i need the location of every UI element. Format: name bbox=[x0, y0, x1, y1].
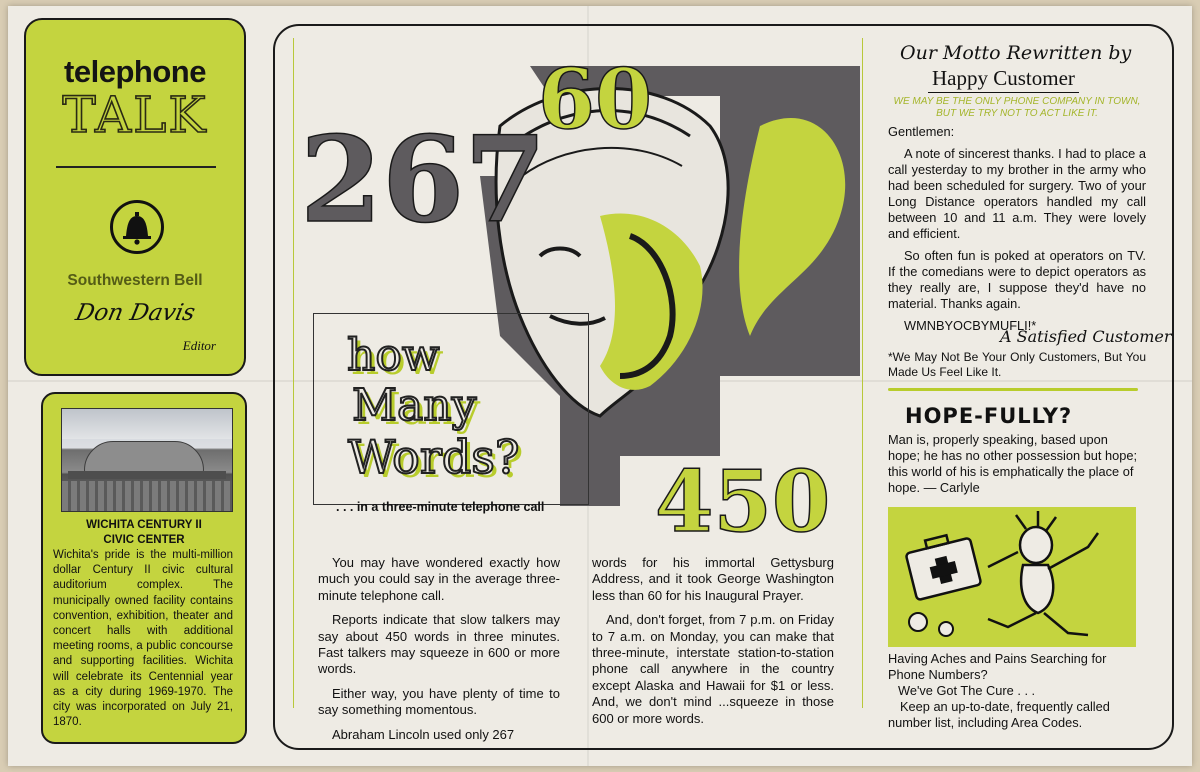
runner-body bbox=[1021, 565, 1053, 613]
motto-tagline: WE MAY BE THE ONLY PHONE COMPANY IN TOWN, BUT WE TRY NOT TO ACT LIKE IT. bbox=[893, 96, 1141, 119]
company-name: Southwestern Bell bbox=[67, 272, 203, 289]
letter-paragraph: So often fun is poked at operators on TV. If the comedians were to depict operators as they really are, I suppose they'd have no material. Thanks again. bbox=[888, 248, 1146, 311]
civic-center-photo bbox=[61, 408, 233, 512]
motto-heading-line1: Our Motto Rewritten by bbox=[900, 42, 1132, 64]
civic-center-title bbox=[43, 518, 245, 548]
letter-footnote: *We May Not Be Your Only Customers, But You Made Us Feel Like It. bbox=[888, 350, 1146, 379]
number-60: 60 bbox=[538, 52, 653, 148]
headline-line3: Words? bbox=[348, 430, 520, 484]
cure-cartoon bbox=[888, 507, 1136, 647]
col2-paragraph: And, don't forget, from 7 p.m. on Friday to 7 a.m. on Monday, you can make that three-minute, interstate station-to-station phone call anywhere in the country except Alaska and Hawaii for $1 or less. And, we don't mind ...squeeze in those 600 or more words. bbox=[592, 612, 834, 726]
col2-paragraph: words for his immortal Gettysburg Address, and it took George Washington less than 60 for his Inaugural Prayer. bbox=[592, 555, 834, 603]
article-column-1 bbox=[318, 555, 560, 751]
civic-title-line2: CIVIC CENTER bbox=[103, 534, 185, 546]
photo-sky bbox=[62, 409, 232, 439]
first-aid-kit-icon bbox=[904, 530, 982, 600]
editor-role: Editor bbox=[182, 338, 216, 353]
editor-signature: Don Davis bbox=[73, 300, 198, 326]
masthead-title-top: telephone bbox=[64, 54, 206, 89]
headline-line1: how bbox=[347, 330, 440, 381]
green-rule-left bbox=[293, 38, 294, 708]
cure-text-line3: Keep an up-to-date, frequently called number list, including Area Codes. bbox=[888, 699, 1110, 730]
photo-dome bbox=[84, 441, 204, 473]
cure-text-line2: We've Got The Cure . . . bbox=[898, 683, 1036, 698]
col1-paragraph: Either way, you have plenty of time to say something momentous. bbox=[318, 685, 560, 718]
motto-letter bbox=[888, 124, 1146, 334]
headline-line2: Many bbox=[352, 380, 477, 431]
bell-logo-icon bbox=[110, 200, 164, 254]
col1-paragraph: Reports indicate that slow talkers may say about 450 words in three minutes. Fast talkers may squeeze in 600 or more words. bbox=[318, 612, 560, 677]
masthead-panel bbox=[24, 18, 246, 376]
number-450: 450 bbox=[655, 452, 831, 536]
cure-text-line1: Having Aches and Pains Searching for Phone Numbers? bbox=[888, 651, 1107, 682]
letter-salutation: Gentlemen: bbox=[888, 124, 955, 139]
letter-acronym: WMNBYOCBYMUFLI!* bbox=[904, 318, 1037, 333]
col1-paragraph: Abraham Lincoln used only 267 bbox=[332, 726, 515, 742]
hope-title: HOPE-FULLY? bbox=[905, 404, 1073, 428]
green-rule-right bbox=[862, 38, 863, 708]
col1-paragraph: You may have wondered exactly how much you could say in the average three-minute telephone call. bbox=[318, 555, 560, 603]
number-267: 267 bbox=[300, 110, 547, 249]
green-divider bbox=[888, 388, 1138, 391]
civic-center-panel bbox=[41, 392, 247, 744]
photo-parking-lot bbox=[62, 481, 232, 511]
photo-building-base bbox=[68, 471, 226, 479]
running-man-illustration bbox=[888, 507, 1136, 647]
hope-quote: Man is, properly speaking, based upon hope; he has no other possession but hope; this world of his is emphatically the place of hope. — Carlyle bbox=[888, 432, 1138, 495]
article-column-2 bbox=[592, 555, 834, 735]
headline-subhead: . . . in a three-minute telephone call bbox=[336, 500, 545, 514]
runner-head bbox=[1020, 527, 1052, 563]
motto-heading-line2: Happy Customer bbox=[928, 66, 1079, 93]
letter-signature: A Satisfied Customer bbox=[1000, 327, 1172, 346]
masthead-rule bbox=[56, 166, 216, 168]
letter-paragraph: A note of sincerest thanks. I had to place a call yesterday to my brother in the army who had been scheduled for surgery. Two of your Long Distance operators handled my call between 10 and 11 a.m. They were lovely and efficient. bbox=[888, 146, 1146, 241]
masthead-title-bottom: TALK bbox=[62, 86, 208, 144]
civic-center-body: Wichita's pride is the multi-million dollar Century II civic cultural auditorium complex. The municipally owned facility contains convention, exhibition, theater and concert halls with additional meeting rooms, a public concourse and supporting facilities. Wichita will celebrate its Centennial year as a city during 1969-1970. The city was incorporated on July 21, 1870. bbox=[53, 549, 233, 729]
civic-title-line1: WICHITA CENTURY II bbox=[86, 519, 202, 531]
